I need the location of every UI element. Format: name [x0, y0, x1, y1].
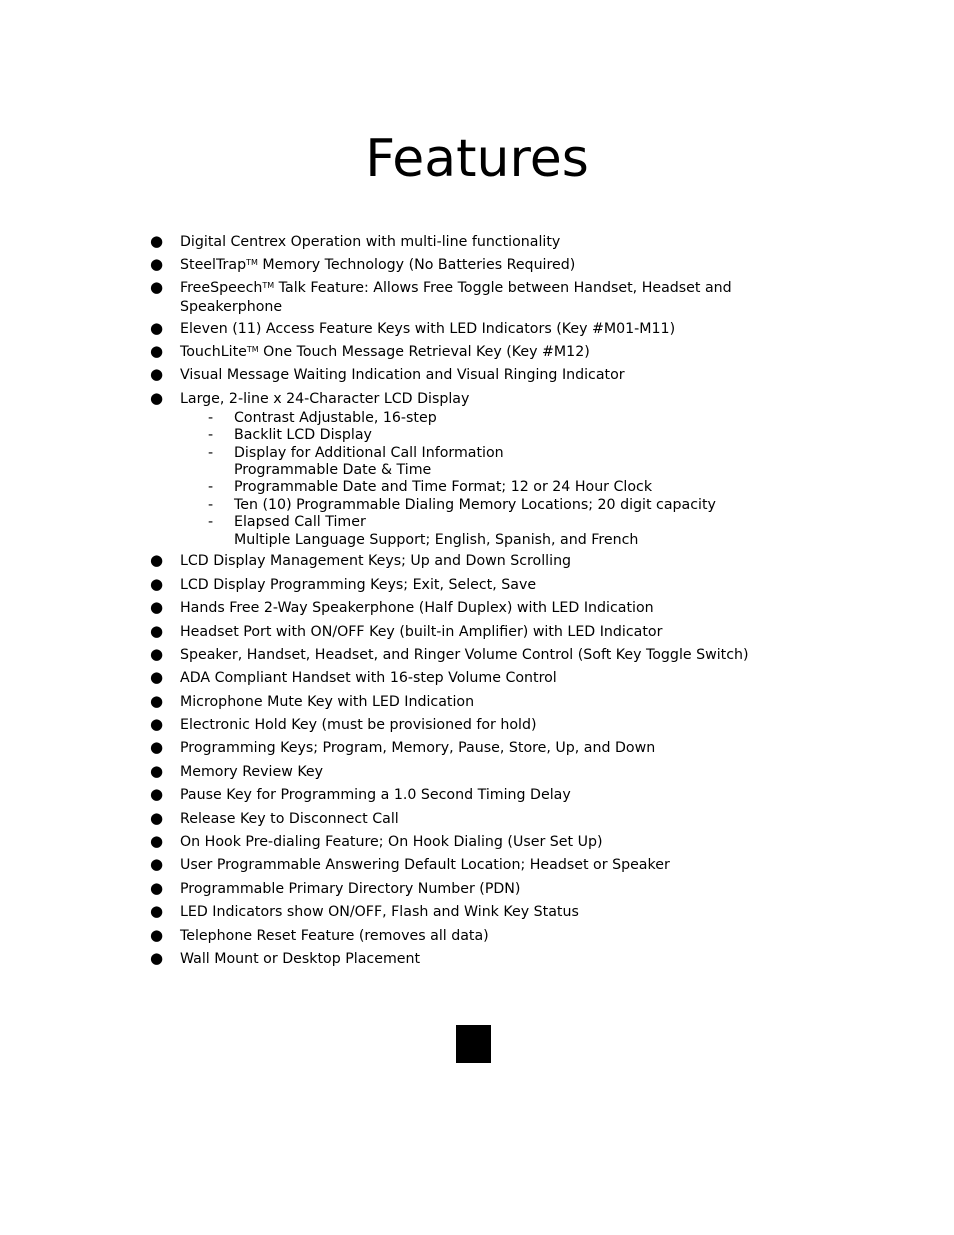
page-title: Features [365, 129, 589, 189]
bullet-icon: ● [150, 715, 164, 733]
bullet-icon: ● [150, 365, 164, 383]
bullet-icon: ● [150, 319, 164, 337]
bullet-icon: ● [150, 255, 164, 273]
bullet-icon: ● [150, 902, 164, 920]
trademark: TM [246, 258, 258, 267]
bullet-icon: ● [150, 575, 164, 593]
bullet-icon: ● [150, 278, 164, 296]
bullet-icon: ● [150, 785, 164, 803]
bullet-icon: ● [150, 762, 164, 780]
bullet-icon: ● [150, 832, 164, 850]
trademark: TM [246, 345, 259, 354]
bullet-icon: ● [150, 342, 164, 360]
bullet-icon: ● [150, 622, 164, 640]
bullet-icon: ● [150, 855, 164, 873]
bullet-icon: ● [150, 949, 164, 967]
bullet-icon: ● [150, 232, 164, 250]
bullet-icon: ● [150, 389, 164, 407]
bullet-icon: ● [150, 645, 164, 663]
bullet-icon: ● [150, 879, 164, 897]
bullet-icon: ● [150, 692, 164, 710]
bullet-icon: ● [150, 551, 164, 569]
bullet-icon: ● [150, 598, 164, 616]
trademark: TM [262, 281, 275, 290]
bullet-icon: ● [150, 809, 164, 827]
bullet-icon: ● [150, 926, 164, 944]
bullet-icon: ● [150, 668, 164, 686]
page-number-block [456, 1025, 491, 1063]
bullet-icon: ● [150, 738, 164, 756]
